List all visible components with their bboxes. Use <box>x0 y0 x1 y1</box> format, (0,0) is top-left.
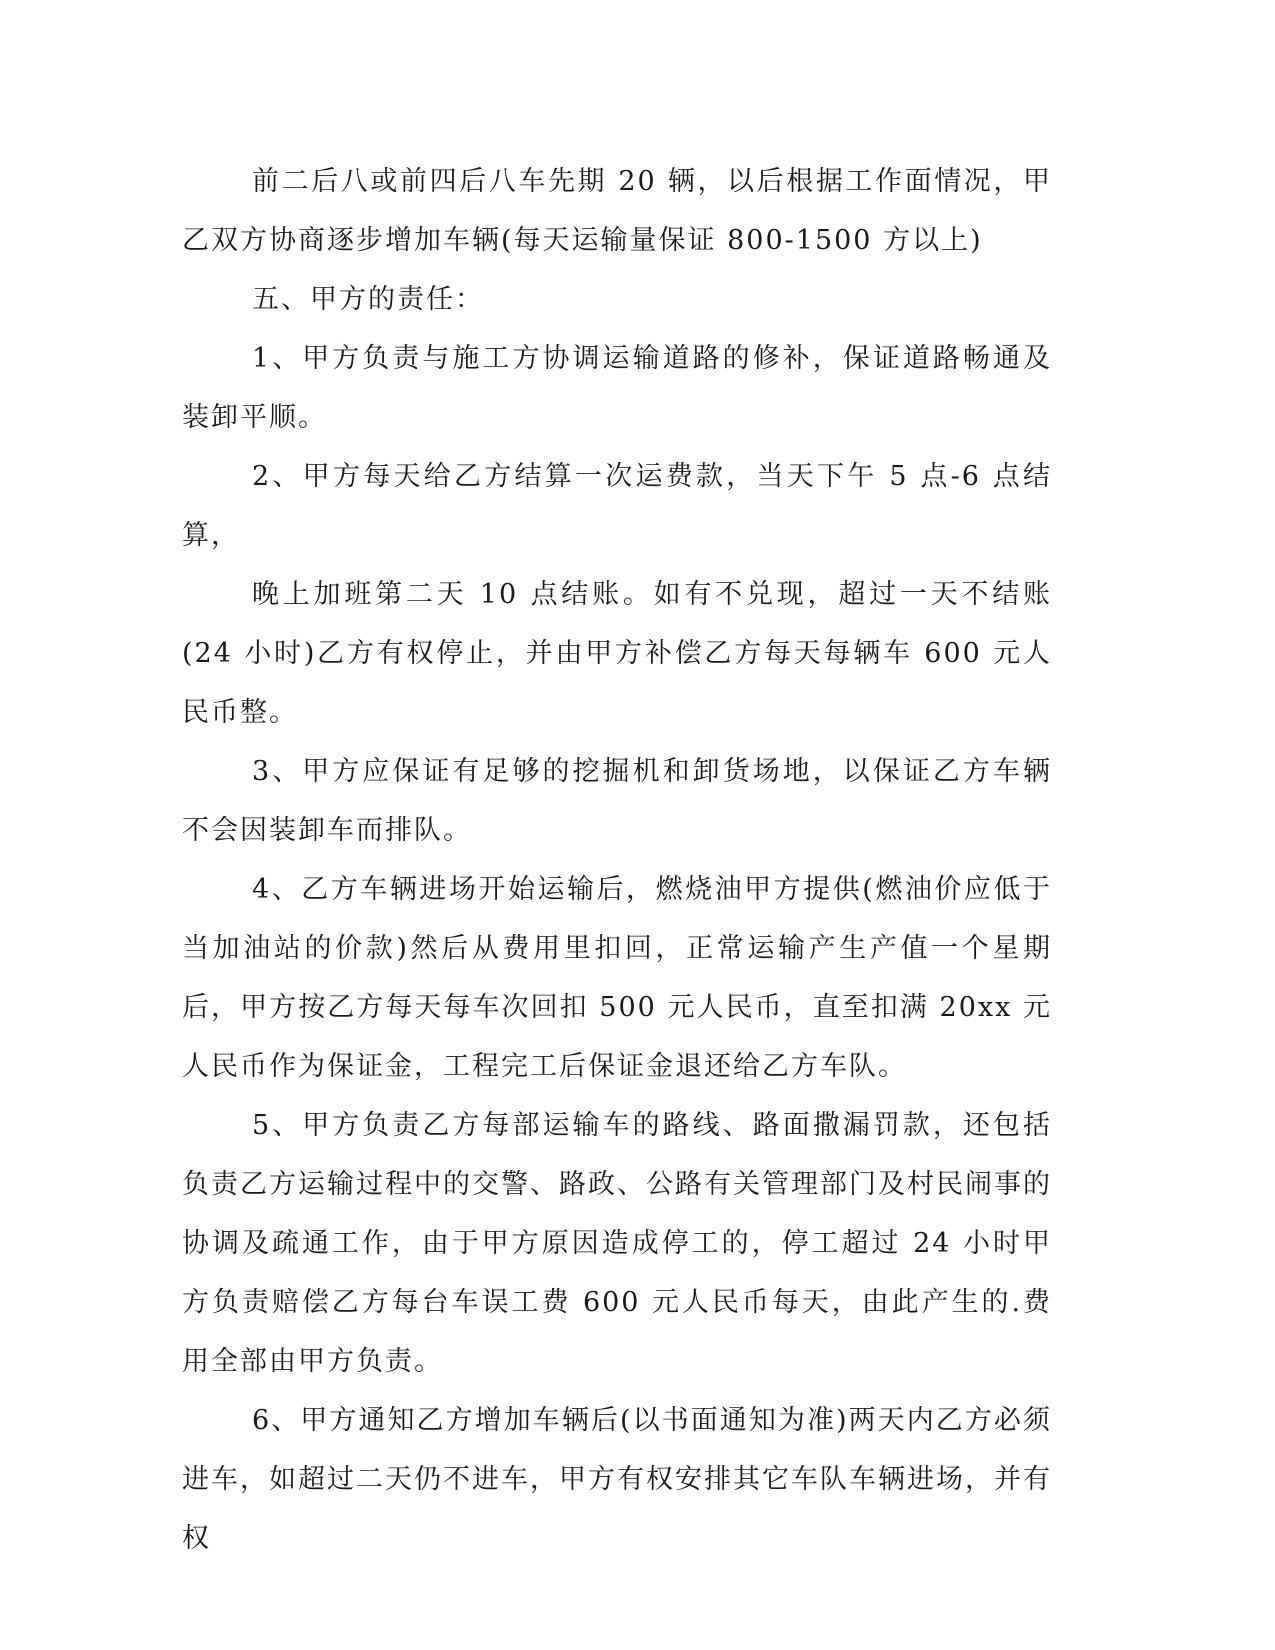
document-body <box>182 152 1052 1568</box>
paragraph-clause-1: 1、甲方负责与施工方协调运输道路的修补，保证道路畅通及装卸平顺。 <box>182 343 1052 433</box>
paragraph-clause-4: 4、乙方车辆进场开始运输后，燃烧油甲方提供(燃油价应低于当加油站的价款)然后从费用里扣回，正常运输产生产值一个星期后，甲方按乙方每天每车次回扣 500 元人民币，直至扣满 20xx 元人民币作为保证金，工程完工后保证金退还给乙方车队。 <box>182 874 1052 1082</box>
paragraph-clause-3: 3、甲方应保证有足够的挖掘机和卸货场地，以保证乙方车辆不会因装卸车而排队。 <box>182 756 1052 846</box>
paragraph-clause-5: 5、甲方负责乙方每部运输车的路线、路面撒漏罚款，还包括负责乙方运输过程中的交警、路政、公路有关管理部门及村民闹事的协调及疏通工作，由于甲方原因造成停工的，停工超过 24 小时甲方负责赔偿乙方每台车误工费 600 元人民币每天，由此产生的.费用全部由甲方负责。 <box>182 1110 1052 1377</box>
paragraph-vehicle-count: 前二后八或前四后八车先期 20 辆，以后根据工作面情况，甲乙双方协商逐步增加车辆(每天运输量保证 800-1500 方以上) <box>182 166 1052 256</box>
section-heading-party-a-responsibilities: 五、甲方的责任： <box>252 284 484 315</box>
paragraph-clause-2: 2、甲方每天给乙方结算一次运费款，当天下午 5 点-6 点结算， <box>182 461 1052 551</box>
paragraph-clause-2-continued: 晚上加班第二天 10 点结账。如有不兑现，超过一天不结账(24 小时)乙方有权停止，并由甲方补偿乙方每天每辆车 600 元人民币整。 <box>182 579 1052 728</box>
paragraph-clause-6: 6、甲方通知乙方增加车辆后(以书面通知为准)两天内乙方必须进车，如超过二天仍不进车，甲方有权安排其它车队车辆进场，并有权 <box>182 1405 1052 1554</box>
